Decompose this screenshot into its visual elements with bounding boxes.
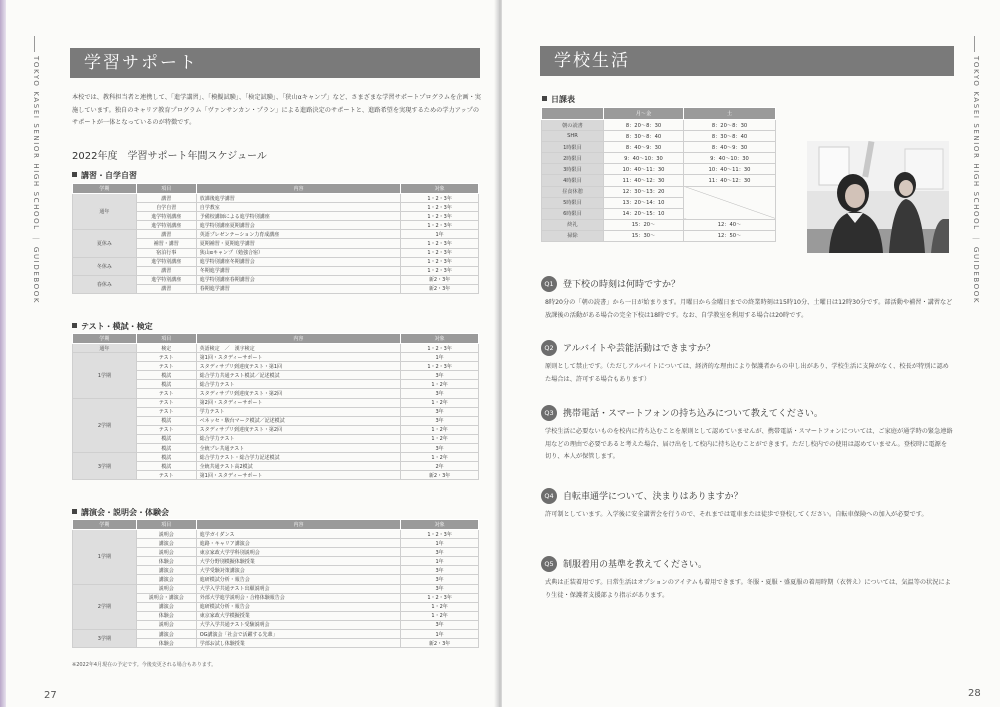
target-cell: 1・2・3年 xyxy=(401,212,479,221)
item-cell: 説明会 xyxy=(136,548,196,557)
faq-item xyxy=(541,553,953,602)
target-cell: 新2・3年 xyxy=(401,284,479,293)
column-header: 対象 xyxy=(401,334,479,344)
table-row xyxy=(73,344,479,353)
page-edge xyxy=(0,0,6,707)
target-cell: 新2・3年 xyxy=(401,471,479,480)
table-row xyxy=(542,219,776,230)
table-row xyxy=(542,164,776,175)
weekday-time-cell: 8：40～9：30 xyxy=(604,142,684,153)
daily-schedule-heading: 日課表 xyxy=(542,94,575,105)
table-header-row xyxy=(73,334,479,344)
answer-text: 学校生活に必要ないものを校内に持ち込むことを原則として認めていませんが、携帯電話・スマートフォンについては、ご家庭が通学時の緊急連絡用などの理由で必要であると考えた場合、届け出をして校内に持ち込むことができます。ただし校内での使用は認めていません。登校時に電源を切り、本人が保管します。 xyxy=(545,428,953,460)
item-cell: 体験会 xyxy=(136,611,196,620)
content-cell: ベネッセ・駿台マーク模試／記述模試 xyxy=(196,416,401,425)
item-cell: テスト xyxy=(136,362,196,371)
table-header-row xyxy=(73,520,479,530)
side-text: TOKYO KASEI SENIOR HIGH SCHOOL ｜ GUIDEBOOK xyxy=(32,56,40,305)
target-cell: 1・2年 xyxy=(401,398,479,407)
item-cell: テスト xyxy=(136,425,196,434)
target-cell: 1・2・3年 xyxy=(401,194,479,203)
content-cell: 進研模試分析・報告会 xyxy=(196,602,400,611)
saturday-time-cell: 12：50～ xyxy=(684,230,776,241)
target-cell: 1・2・3年 xyxy=(401,344,479,353)
answer-text: 8時20分の「朝の読書」から一日が始まります。月曜日から金曜日までの終業時刻は15時10分、土曜日は12時30分です。部活動や補習・講習など放課後の活動がある場合の完全下校は18時です。なお、自学教室を利用する場合は20時です。 xyxy=(545,299,953,319)
content-cell: 英語検定 ／ 漢字検定 xyxy=(196,344,401,353)
side-rule xyxy=(974,36,975,52)
answer-text: 許可制としています。入学後に安全講習会を行うので、それまでは電車または徒歩で登校してください。自転車保険への加入が必要です。 xyxy=(545,511,928,518)
table-header-row xyxy=(542,108,776,120)
weekday-time-cell: 9：40～10：30 xyxy=(604,153,684,164)
period-cell: 3時限目 xyxy=(542,164,604,175)
table-row xyxy=(542,186,776,197)
daily-schedule-table xyxy=(541,107,776,242)
item-cell: テスト xyxy=(136,389,196,398)
item-cell: 講習 xyxy=(136,230,196,239)
question-text: 自転車通学について、決まりはありますか？ xyxy=(563,492,743,502)
saturday-empty-cell xyxy=(684,186,776,219)
question-badge: Q4 xyxy=(541,488,557,504)
target-cell: 1・2年 xyxy=(401,611,479,620)
content-cell: 冬期進学講習 xyxy=(196,266,400,275)
item-cell: 自学自習 xyxy=(136,203,196,212)
question-badge: Q1 xyxy=(541,276,557,292)
item-cell: 講演会 xyxy=(136,539,196,548)
target-cell: 1・2年 xyxy=(401,425,479,434)
item-cell: 模試 xyxy=(136,462,196,471)
table-row xyxy=(73,398,479,407)
content-cell: 東京家政大学学科別説明会 xyxy=(196,548,400,557)
saturday-time-cell: 8：40～9：30 xyxy=(684,142,776,153)
faq-question-row xyxy=(541,553,953,572)
item-cell: 説明会 xyxy=(136,584,196,593)
content-cell: 東京家政大学模擬授業 xyxy=(196,611,400,620)
content-cell: 総合学力テスト xyxy=(196,380,401,389)
weekday-time-cell: 8：20～8：30 xyxy=(604,120,684,131)
item-cell: 講演会 xyxy=(136,630,196,639)
saturday-time-cell: 10：40～11：30 xyxy=(684,164,776,175)
content-cell: 夏期補習・夏期進学講習 xyxy=(196,239,400,248)
answer-text: 式典は正装着用です。日常生活はオプションのアイテムも着用できます。冬服・夏服・盛夏服の着用時期（衣替え）については、気温等の状況により生徒・保護者支援部より指示があります。 xyxy=(545,579,951,599)
question-text: 制服着用の基準を教えてください。 xyxy=(563,560,708,570)
target-cell: 1年 xyxy=(401,630,479,639)
table-header-row xyxy=(73,184,479,194)
content-cell: 進学特別講座春期講習会 xyxy=(196,275,400,284)
table-row xyxy=(73,275,479,284)
target-cell: 3年 xyxy=(401,620,479,629)
faq-question-row xyxy=(541,273,953,292)
term-cell: 1学期 xyxy=(73,353,137,398)
content-cell: 大学入学共通テスト受験説明会 xyxy=(196,620,400,629)
period-cell: 6時限目 xyxy=(542,208,604,219)
column-header: 項目 xyxy=(136,520,196,530)
target-cell: 1年 xyxy=(401,539,479,548)
content-cell: 進学特別講座冬期講習会 xyxy=(196,257,400,266)
saturday-time-cell: 8：30～8：40 xyxy=(684,131,776,142)
period-cell: 4時限目 xyxy=(542,175,604,186)
column-header: 項目 xyxy=(136,334,196,344)
item-cell: 模試 xyxy=(136,444,196,453)
item-cell: 講習 xyxy=(136,194,196,203)
item-cell: テスト xyxy=(136,398,196,407)
target-cell: 新2・3年 xyxy=(401,639,479,648)
section-heading-events: 講演会・説明会・体験会 xyxy=(72,507,169,518)
item-cell: 説明会 xyxy=(136,530,196,539)
item-cell: 進学特別講座 xyxy=(136,257,196,266)
period-cell: 2時限目 xyxy=(542,153,604,164)
item-cell: 説明会 xyxy=(136,620,196,629)
question-badge: Q5 xyxy=(541,556,557,572)
answer-text: 原則として禁止です。（ただしアルバイトについては、経済的な理由により保護者からの申し出があり、学校生活に支障がなく、校長が特別に認めた場合は、許可する場合もあります） xyxy=(545,363,949,383)
column-header: 内容 xyxy=(196,520,400,530)
table-row xyxy=(542,153,776,164)
content-cell: 外部大学進学説明会・合格体験報告会 xyxy=(196,593,400,602)
schedule-title: 2022年度 学習サポート年間スケジュール xyxy=(72,151,267,162)
item-cell: 講演会 xyxy=(136,566,196,575)
table-row xyxy=(542,131,776,142)
content-cell: 進学特別講座夏期講習会 xyxy=(196,221,400,230)
item-cell: 講演会 xyxy=(136,602,196,611)
item-cell: 説明会・講演会 xyxy=(136,593,196,602)
item-cell: 宿泊行事 xyxy=(136,248,196,257)
section-heading-tests: テスト・模試・検定 xyxy=(72,321,153,332)
item-cell: 体験会 xyxy=(136,639,196,648)
item-cell: 講演会 xyxy=(136,575,196,584)
target-cell: 1・2・3年 xyxy=(401,593,479,602)
side-rule xyxy=(34,36,35,52)
table-row xyxy=(73,257,479,266)
content-cell: 進学ガイダンス xyxy=(196,530,400,539)
content-cell: 進路・キャリア講演会 xyxy=(196,539,400,548)
column-header xyxy=(542,108,604,120)
weekday-time-cell: 13：20～14：10 xyxy=(604,197,684,208)
item-cell: 進学特別講座 xyxy=(136,212,196,221)
weekday-time-cell: 10：40～11：30 xyxy=(604,164,684,175)
term-cell: 通年 xyxy=(73,194,137,230)
table-row xyxy=(542,230,776,241)
content-cell: 狭山αキャンプ（勉強合宿） xyxy=(196,248,400,257)
column-header: 学期 xyxy=(73,334,137,344)
target-cell: 1・2年 xyxy=(401,434,479,443)
term-cell: 2学期 xyxy=(73,398,137,453)
term-cell: 2学期 xyxy=(73,584,137,629)
side-text: TOKYO KASEI SENIOR HIGH SCHOOL ｜ GUIDEBOOK xyxy=(972,56,980,305)
faq-question-row xyxy=(541,402,953,421)
target-cell: 3年 xyxy=(401,416,479,425)
target-cell: 1・2・3年 xyxy=(401,203,479,212)
target-cell: 2年 xyxy=(401,462,479,471)
content-cell: 学力テスト xyxy=(196,407,401,416)
tests-table xyxy=(72,333,479,480)
content-cell: 総合学力共通テスト模試／記述模試 xyxy=(196,371,401,380)
table-row xyxy=(73,453,479,462)
target-cell: 1・2・3年 xyxy=(401,362,479,371)
page-title: 学校生活 xyxy=(540,46,954,76)
column-header: 対象 xyxy=(401,184,479,194)
intro-text: 本校では、教科担当者と連携して、「進学講習」、「模擬試験」、「検定試験」、「狭山αキャンプ」など、さまざまな学習サポートプログラムを企画・実施しています。独自のキャリア教育プログラム「ヴァンサンカン・プラン」による進路決定のサポートと、進路希望を実現するための学力アップのサポートが一体となっているのが特徴です。 xyxy=(72,94,481,126)
target-cell: 3年 xyxy=(401,566,479,575)
item-cell: 模試 xyxy=(136,371,196,380)
item-cell: 模試 xyxy=(136,453,196,462)
item-cell: 講習 xyxy=(136,284,196,293)
target-cell: 3年 xyxy=(401,407,479,416)
content-cell: 総合学力テスト xyxy=(196,434,401,443)
table-row xyxy=(73,530,479,539)
content-cell: 第1回・スタディーサポート xyxy=(196,471,401,480)
table-row xyxy=(73,353,479,362)
question-text: アルバイトや芸能活動はできますか？ xyxy=(563,344,716,354)
weekday-time-cell: 8：30～8：40 xyxy=(604,131,684,142)
left-page xyxy=(0,0,498,707)
faq-question-row xyxy=(541,337,953,356)
events-table xyxy=(72,519,479,648)
saturday-time-cell: 8：20～8：30 xyxy=(684,120,776,131)
term-cell: 1学期 xyxy=(73,530,137,585)
item-cell: 体験会 xyxy=(136,557,196,566)
column-header: 内容 xyxy=(196,334,401,344)
content-cell: 進研模試分析・報告会 xyxy=(196,575,400,584)
table-row xyxy=(73,194,479,203)
target-cell: 1・2・3年 xyxy=(401,221,479,230)
term-cell: 3学期 xyxy=(73,630,137,648)
content-cell: 第1回・スタディーサポート xyxy=(196,353,401,362)
target-cell: 3年 xyxy=(401,444,479,453)
weekday-time-cell: 12：30～13：20 xyxy=(604,186,684,197)
target-cell: 1・2年 xyxy=(401,453,479,462)
column-header: 学期 xyxy=(73,520,137,530)
item-cell: テスト xyxy=(136,353,196,362)
content-cell: 放課後進学講習 xyxy=(196,194,400,203)
table-row xyxy=(542,142,776,153)
weekday-time-cell: 11：40～12：30 xyxy=(604,175,684,186)
term-cell: 春休み xyxy=(73,275,137,293)
target-cell: 3年 xyxy=(401,389,479,398)
target-cell: 1・2・3年 xyxy=(401,266,479,275)
item-cell: テスト xyxy=(136,407,196,416)
question-text: 登下校の時刻は何時ですか？ xyxy=(563,280,681,290)
item-cell: テスト xyxy=(136,471,196,480)
content-cell: 全統共通テスト高2模試 xyxy=(196,462,401,471)
content-cell: スタディサプリ到達度テスト・第1回 xyxy=(196,362,401,371)
page-number: 27 xyxy=(44,690,57,701)
content-cell: OG講演会「社会で活躍する先輩」 xyxy=(196,630,400,639)
content-cell: 英語プレゼンテーション力育成講座 xyxy=(196,230,400,239)
table-row xyxy=(73,230,479,239)
target-cell: 1年 xyxy=(401,557,479,566)
table-row xyxy=(73,630,479,639)
target-cell: 3年 xyxy=(401,371,479,380)
table-row xyxy=(542,175,776,186)
term-cell: 3学期 xyxy=(73,453,137,480)
column-header: 対象 xyxy=(401,520,479,530)
target-cell: 新2・3年 xyxy=(401,275,479,284)
question-badge: Q2 xyxy=(541,340,557,356)
target-cell: 3年 xyxy=(401,548,479,557)
term-cell: 冬休み xyxy=(73,257,137,275)
content-cell: 大学入学共通テスト出願説明会 xyxy=(196,584,400,593)
content-cell: 大学分野別模擬体験授業 xyxy=(196,557,400,566)
target-cell: 3年 xyxy=(401,575,479,584)
period-cell: SHR xyxy=(542,131,604,142)
content-cell: 春期進学講習 xyxy=(196,284,400,293)
weekday-time-cell: 14：20～15：10 xyxy=(604,208,684,219)
target-cell: 1年 xyxy=(401,230,479,239)
table-row xyxy=(73,584,479,593)
content-cell: 自学教室 xyxy=(196,203,400,212)
term-cell: 通年 xyxy=(73,344,137,353)
column-header: 学期 xyxy=(73,184,137,194)
page-title: 学習サポート xyxy=(70,48,480,78)
target-cell: 1年 xyxy=(401,353,479,362)
question-text: 携帯電話・スマートフォンの持ち込みについて教えてください。 xyxy=(563,409,823,419)
column-header: 土 xyxy=(684,108,776,120)
item-cell: 補習・講習 xyxy=(136,239,196,248)
saturday-time-cell: 11：40～12：30 xyxy=(684,175,776,186)
period-cell: 朝の読書 xyxy=(542,120,604,131)
item-cell: 模試 xyxy=(136,416,196,425)
faq-question-row xyxy=(541,485,953,504)
column-header: 内容 xyxy=(196,184,400,194)
target-cell: 1・2・3年 xyxy=(401,530,479,539)
content-cell: 予備校講師による進学特別講座 xyxy=(196,212,400,221)
content-cell: 学部お試し体験授業 xyxy=(196,639,400,648)
target-cell: 3年 xyxy=(401,584,479,593)
faq-item xyxy=(541,485,953,522)
footnote: ※2022年4月現在の予定です。今後変更される場合もあります。 xyxy=(72,662,217,668)
question-badge: Q3 xyxy=(541,405,557,421)
term-cell: 夏休み xyxy=(73,230,137,257)
target-cell: 1・2・3年 xyxy=(401,239,479,248)
item-cell: 模試 xyxy=(136,380,196,389)
item-cell: 進学特別講座 xyxy=(136,221,196,230)
faq-item xyxy=(541,337,953,386)
target-cell: 1・2年 xyxy=(401,602,479,611)
classroom-photo-illustration xyxy=(807,141,949,253)
students-photo xyxy=(807,141,949,253)
target-cell: 1・2・3年 xyxy=(401,257,479,266)
saturday-time-cell: 12：40～ xyxy=(684,219,776,230)
content-cell: スタディサプリ到達度テスト・第2回 xyxy=(196,389,401,398)
period-cell: 終礼 xyxy=(542,219,604,230)
period-cell: 掃除 xyxy=(542,230,604,241)
item-cell: 模試 xyxy=(136,434,196,443)
lectures-table xyxy=(72,183,479,294)
period-cell: 1時限目 xyxy=(542,142,604,153)
period-cell: 5時限目 xyxy=(542,197,604,208)
page-number: 28 xyxy=(968,688,981,699)
faq-item xyxy=(541,402,953,464)
column-header: 月～金 xyxy=(604,108,684,120)
content-cell: スタディサプリ到達度テスト・第2回 xyxy=(196,425,401,434)
faq-item xyxy=(541,273,953,322)
item-cell: 進学特別講座 xyxy=(136,275,196,284)
content-cell: 大学受験対策講演会 xyxy=(196,566,400,575)
target-cell: 1・2年 xyxy=(401,380,479,389)
saturday-time-cell: 9：40～10：30 xyxy=(684,153,776,164)
column-header: 項目 xyxy=(136,184,196,194)
period-cell: 昼食休憩 xyxy=(542,186,604,197)
item-cell: 検定 xyxy=(136,344,196,353)
target-cell: 1・2・3年 xyxy=(401,248,479,257)
content-cell: 全統プレ共通テスト xyxy=(196,444,401,453)
section-heading-lectures: 講習・自学自習 xyxy=(72,170,137,181)
item-cell: 講習 xyxy=(136,266,196,275)
content-cell: 第2回・スタディーサポート xyxy=(196,398,401,407)
weekday-time-cell: 15：30～ xyxy=(604,230,684,241)
weekday-time-cell: 15：20～ xyxy=(604,219,684,230)
content-cell: 総合学力テスト・総合学力記述模試 xyxy=(196,453,401,462)
table-row xyxy=(542,120,776,131)
